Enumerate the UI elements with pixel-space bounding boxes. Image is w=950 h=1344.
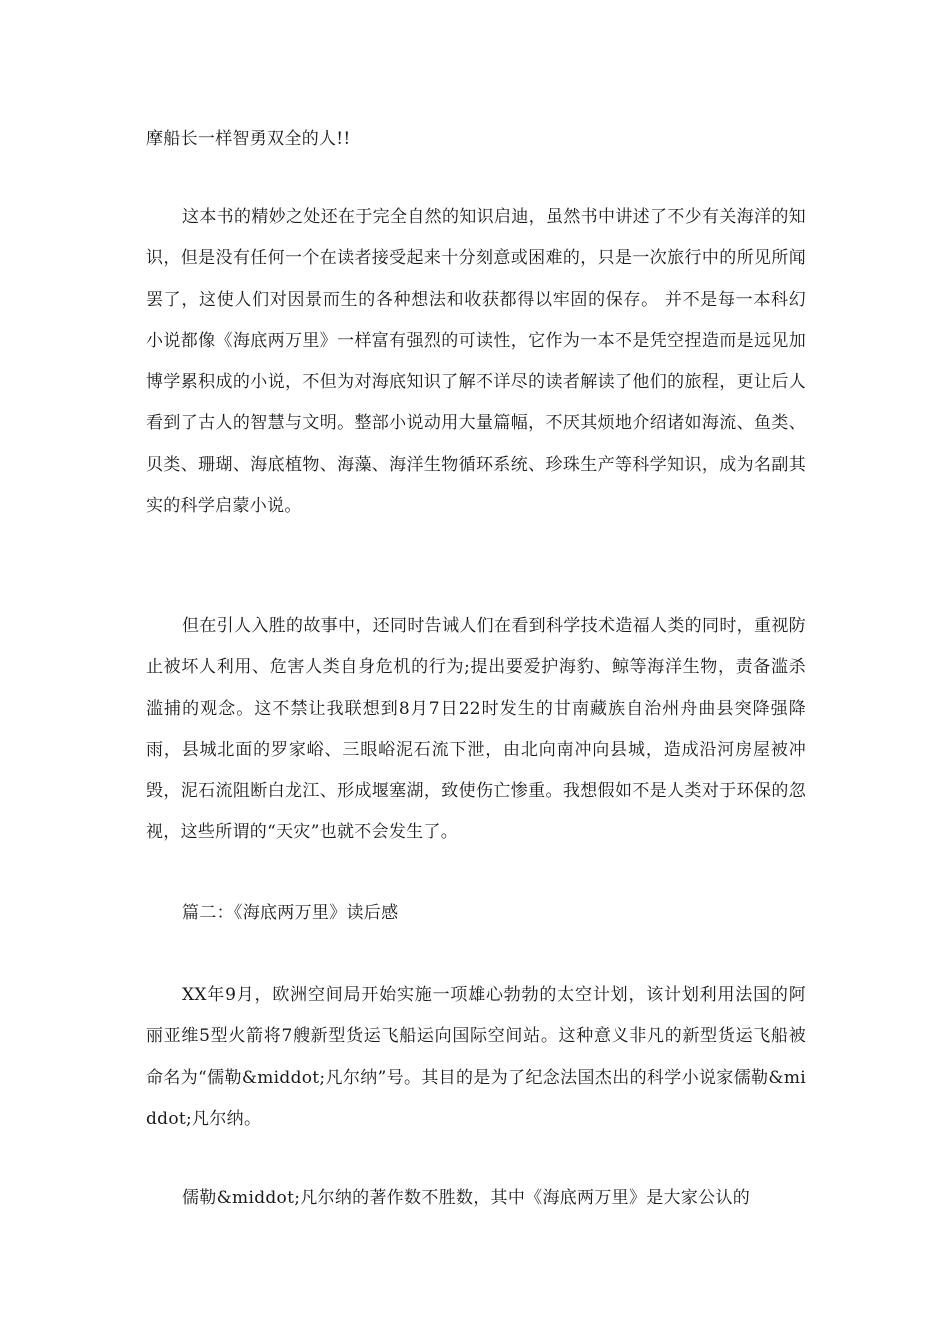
paragraph-space-plan: XX年9月，欧洲空间局开始实施一项雄心勃勃的太空计划，该计划利用法国的阿丽亚维5型火箭将7艘新型货运飞船运向国际空间站。这种意义非凡的新型货运飞船被命名为“儒勒&middot;凡尔纳”号。其目的是为了纪念法国杰出的科学小说家儒勒&middot;凡尔纳。 [146,985,806,1129]
section-heading: 篇二：《海底两万里》读后感 [182,903,399,923]
paragraph-knowledge: 这本书的精妙之处还在于完全自然的知识启迪，虽然书中讲述了不少有关海洋的知识，但是没有任何一个在读者接受起来十分刻意或困难的，只是一次旅行中的所见所闻罢了，这使人们对因景而生的各种想法和收获都得以牢固的保存。 并不是每一本科幻小说都像《海底两万里》一样富有强烈的可读性，它作为一本不是凭空捏造而是远见加博学累积成的小说，不但为对海底知识了解不详尽的读者解读了他们的旅程，更让后人看到了古人的智慧与文明。整部小说动用大量篇幅，不厌其烦地介绍诸如海流、鱼类、贝类、珊瑚、海底植物、海藻、海洋生物循环系统、珍珠生产等科学知识，成为名副其实的科学启蒙小说。 [146,207,806,517]
paragraph-works: 儒勒&middot;凡尔纳的著作数不胜数，其中《海底两万里》是大家公认的 [182,1188,751,1208]
paragraph-continuation: 摩船长一样智勇双全的人!! [146,129,351,149]
paragraph-warning: 但在引人入胜的故事中，还同时告诫人们在看到科学技术造福人类的同时，重视防止被坏人利用、危害人类自身危机的行为;提出要爱护海豹、鲸等海洋生物，责备滥杀滥捕的观念。这不禁让我联想到8月7日22时发生的甘南藏族自治州舟曲县突降强降雨，县城北面的罗家峪、三眼峪泥石流下泄，由北向南冲向县城，造成沿河房屋被冲毁，泥石流阻断白龙江、形成堰塞湖，致使伤亡惨重。我想假如不是人类对于环保的忽视，这些所谓的“天灾”也就不会发生了。 [146,616,806,843]
